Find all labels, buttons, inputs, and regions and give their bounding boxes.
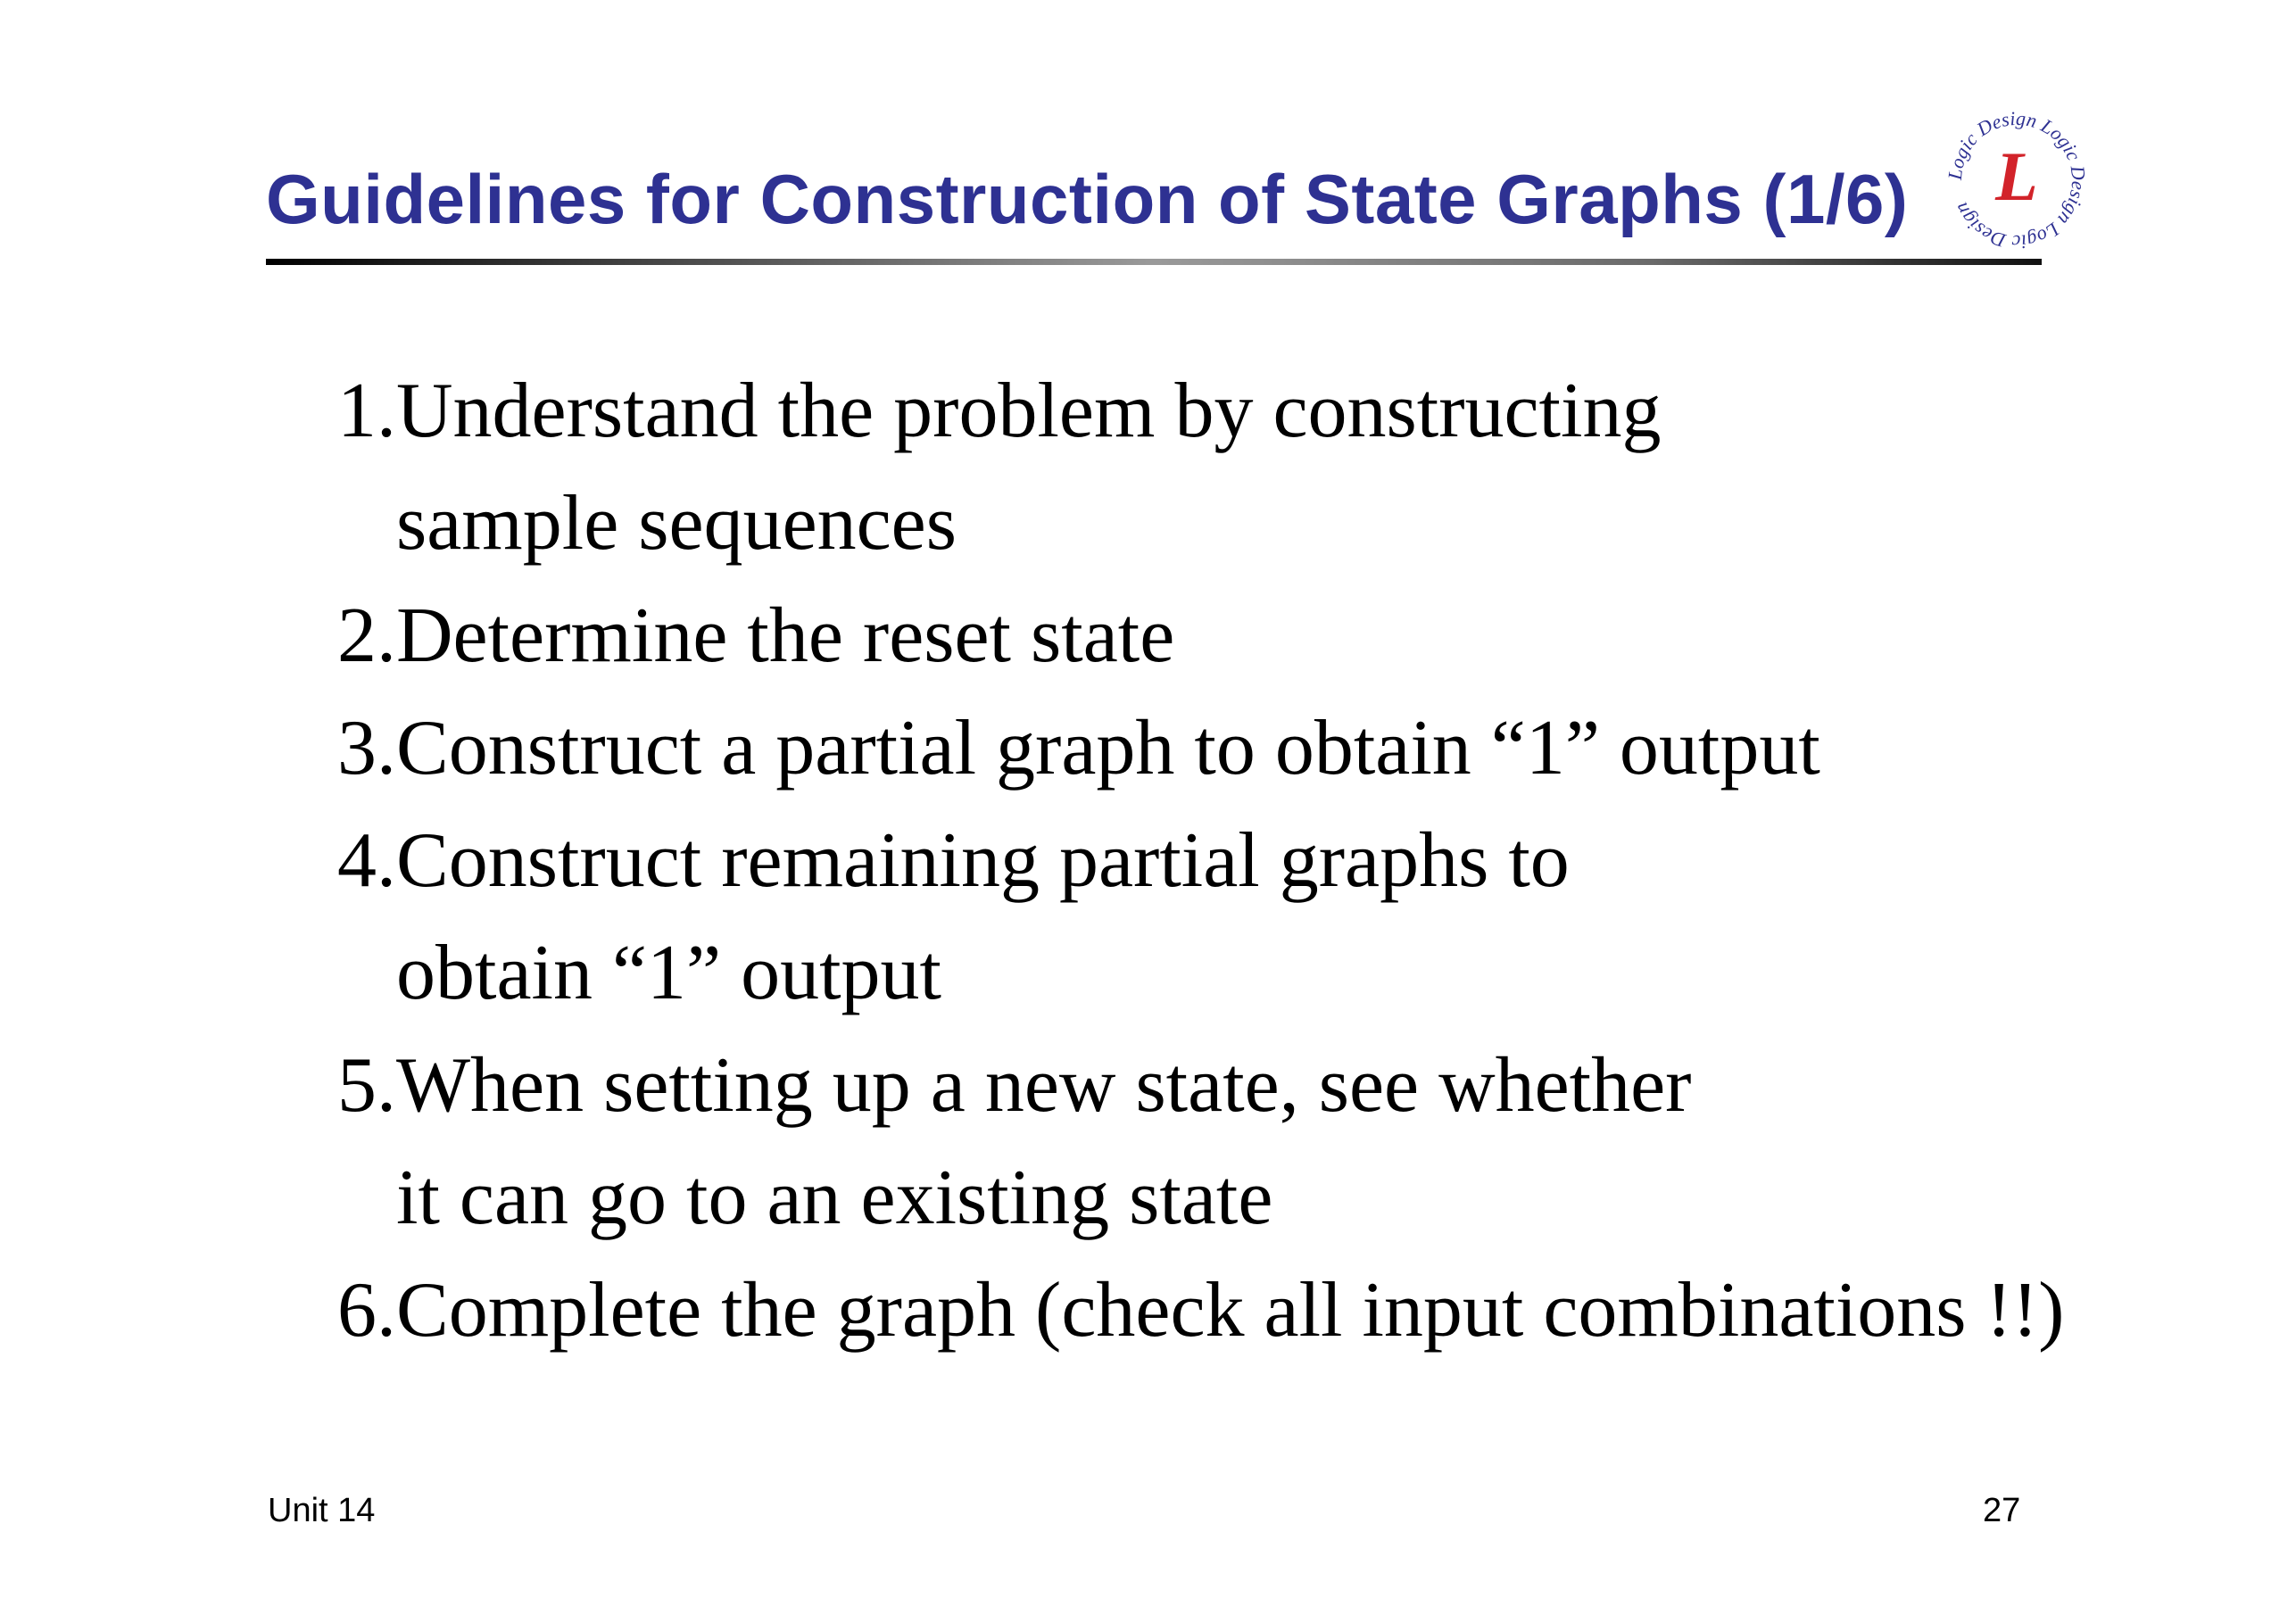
footer-unit: Unit 14: [268, 1492, 376, 1529]
list-item: [337, 1030, 2064, 1255]
list-item-text: 5.When setting up a new state, see whether: [337, 1042, 1692, 1129]
list-item: [337, 580, 2064, 692]
list-item-text: 2.Determine the reset state: [337, 592, 1175, 679]
list-item-text: 6.Complete the graph (check all input combinations !!): [337, 1267, 2065, 1354]
list-item: [337, 355, 2064, 580]
footer-page-number: 27: [1983, 1492, 2021, 1529]
list-item: [337, 805, 2064, 1030]
list-item-text: 1.Understand the problem by constructing: [337, 368, 1662, 454]
logo-ring-text: Logic Design Logic Design Logic Design: [1943, 106, 2091, 254]
list-item-text: 3.Construct a partial graph to obtain “1” output: [337, 705, 1820, 791]
logo-letter: L: [1995, 137, 2038, 215]
guideline-list: [337, 355, 2064, 1367]
list-item-text: 4.Construct remaining partial graphs to: [337, 817, 1570, 904]
list-item: [337, 1255, 2064, 1367]
title-underline: [266, 259, 2042, 265]
list-item-continuation: sample sequences: [396, 480, 957, 567]
list-item: [337, 692, 2064, 805]
list-item-continuation: it can go to an existing state: [396, 1155, 1273, 1241]
slide-title: Guidelines for Construction of State Graphs (1/6): [266, 160, 1909, 238]
list-item-continuation: obtain “1” output: [396, 930, 941, 1016]
logic-design-logo: [1936, 100, 2097, 261]
